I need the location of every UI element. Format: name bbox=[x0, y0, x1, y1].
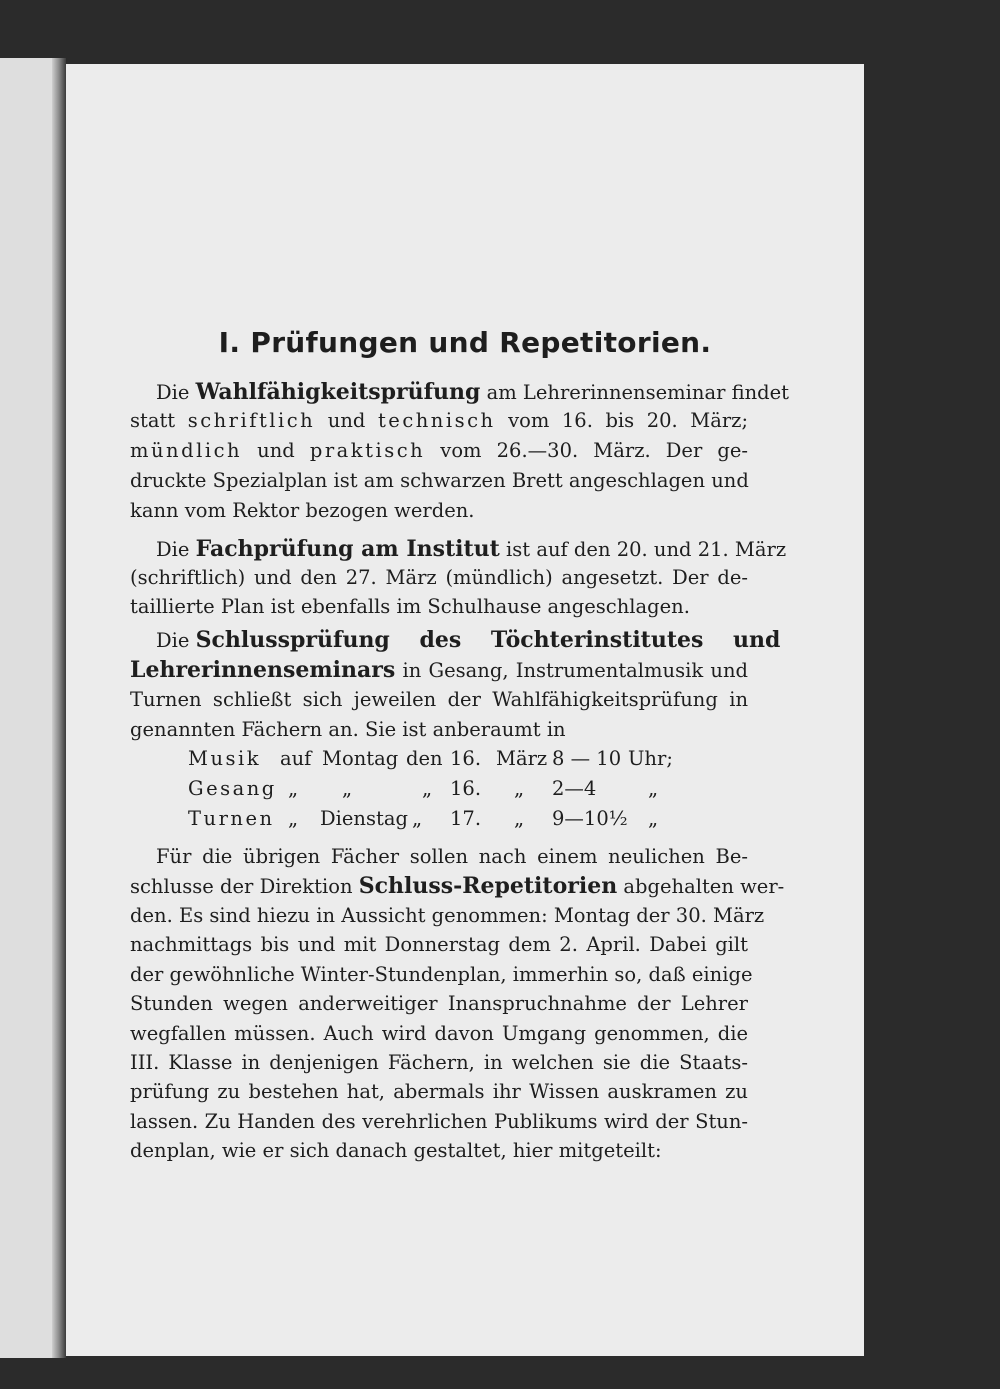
schedule-unit: „ bbox=[648, 777, 659, 800]
paragraph-1-line-5: kann vom Rektor bezogen werden. bbox=[130, 499, 475, 522]
paragraph-2-line-1: Die Fachprüfung am Institut ist auf den 20. und 21. März bbox=[156, 536, 787, 562]
schedule-subject: Turnen bbox=[188, 807, 275, 830]
book-gutter bbox=[52, 58, 66, 1358]
schedule-den: „ bbox=[412, 807, 423, 830]
paragraph-1-line-1: Die Wahlfähigkeitsprüfung am Lehrerinnenseminar findet bbox=[156, 379, 790, 405]
schedule-prefix: „ bbox=[288, 807, 299, 830]
paragraph-4-line-9: prüfung zu bestehen hat, abermals ihr Wissen auskramen zu bbox=[130, 1080, 748, 1103]
paragraph-4-line-10: lassen. Zu Handen des verehrlichen Publikums wird der Stun- bbox=[130, 1110, 748, 1133]
paragraph-3-line-2: Lehrerinnenseminars in Gesang, Instrumentalmusik und bbox=[130, 657, 748, 683]
schedule-subject: Musik bbox=[188, 747, 262, 770]
paragraph-1-line-4: druckte Spezialplan ist am schwarzen Brett angeschlagen und bbox=[130, 469, 749, 492]
schedule-day: Dienstag bbox=[320, 807, 408, 830]
paragraph-3-line-4: genannten Fächern an. Sie ist anberaumt in bbox=[130, 718, 566, 741]
schedule-date: 17. bbox=[450, 807, 482, 830]
paragraph-3-line-3: Turnen schließt sich jeweilen der Wahlfähigkeitsprüfung in bbox=[130, 688, 748, 711]
schedule-unit: Uhr; bbox=[628, 747, 673, 770]
schedule-day: „ bbox=[342, 777, 353, 800]
paragraph-4-line-7: wegfallen müssen. Auch wird davon Umgang genommen, die bbox=[130, 1022, 748, 1045]
paragraph-3-line-1: Die Schlussprüfung des Töchterinstitutes und bbox=[156, 627, 781, 653]
paragraph-4-line-6: Stunden wegen anderweitiger Inanspruchnahme der Lehrer bbox=[130, 992, 748, 1015]
schedule-month: „ bbox=[514, 807, 525, 830]
schedule-prefix: „ bbox=[288, 777, 299, 800]
left-page-margin bbox=[0, 58, 60, 1358]
schedule-month: März bbox=[496, 747, 548, 770]
schedule-subject: Gesang bbox=[188, 777, 277, 800]
schedule-time: 9—10½ bbox=[552, 807, 628, 830]
schedule-month: „ bbox=[514, 777, 525, 800]
schedule-den: „ bbox=[422, 777, 433, 800]
paragraph-4-line-11: denplan, wie er sich danach gestaltet, hier mitgeteilt: bbox=[130, 1139, 662, 1162]
schedule-prefix: auf bbox=[280, 747, 312, 770]
paragraph-2-line-2: (schriftlich) und den 27. März (mündlich) angesetzt. Der de- bbox=[130, 566, 748, 589]
section-heading: I. Prüfungen und Repetitorien. bbox=[218, 326, 712, 359]
paragraph-4-line-5: der gewöhnliche Winter-Stundenplan, immerhin so, daß einige bbox=[130, 963, 753, 986]
paragraph-4-line-4: nachmittags bis und mit Donnerstag dem 2. April. Dabei gilt bbox=[130, 933, 748, 956]
paragraph-1-line-2: statt schriftlich und technisch vom 16. bis 20. März; bbox=[130, 409, 749, 432]
book-page bbox=[66, 64, 864, 1356]
paragraph-4-line-1: Für die übrigen Fächer sollen nach einem neulichen Be- bbox=[156, 845, 748, 868]
paragraph-2-line-3: taillierte Plan ist ebenfalls im Schulhause angeschlagen. bbox=[130, 595, 690, 618]
schedule-time: 2—4 bbox=[552, 777, 597, 800]
schedule-date: 16. bbox=[450, 777, 482, 800]
schedule-den: den bbox=[406, 747, 443, 770]
paragraph-4-line-8: III. Klasse in denjenigen Fächern, in welchen sie die Staats- bbox=[130, 1051, 748, 1074]
schedule-unit: „ bbox=[648, 807, 659, 830]
schedule-date: 16. bbox=[450, 747, 482, 770]
schedule-time: 8 — 10 bbox=[552, 747, 622, 770]
schedule-day: Montag bbox=[322, 747, 399, 770]
paragraph-4-line-3: den. Es sind hiezu in Aussicht genommen: Montag der 30. März bbox=[130, 904, 765, 927]
paragraph-1-line-3: mündlich und praktisch vom 26.—30. März. Der ge- bbox=[130, 439, 748, 462]
paragraph-4-line-2: schlusse der Direktion Schluss-Repetitorien abgehalten wer- bbox=[130, 873, 785, 899]
